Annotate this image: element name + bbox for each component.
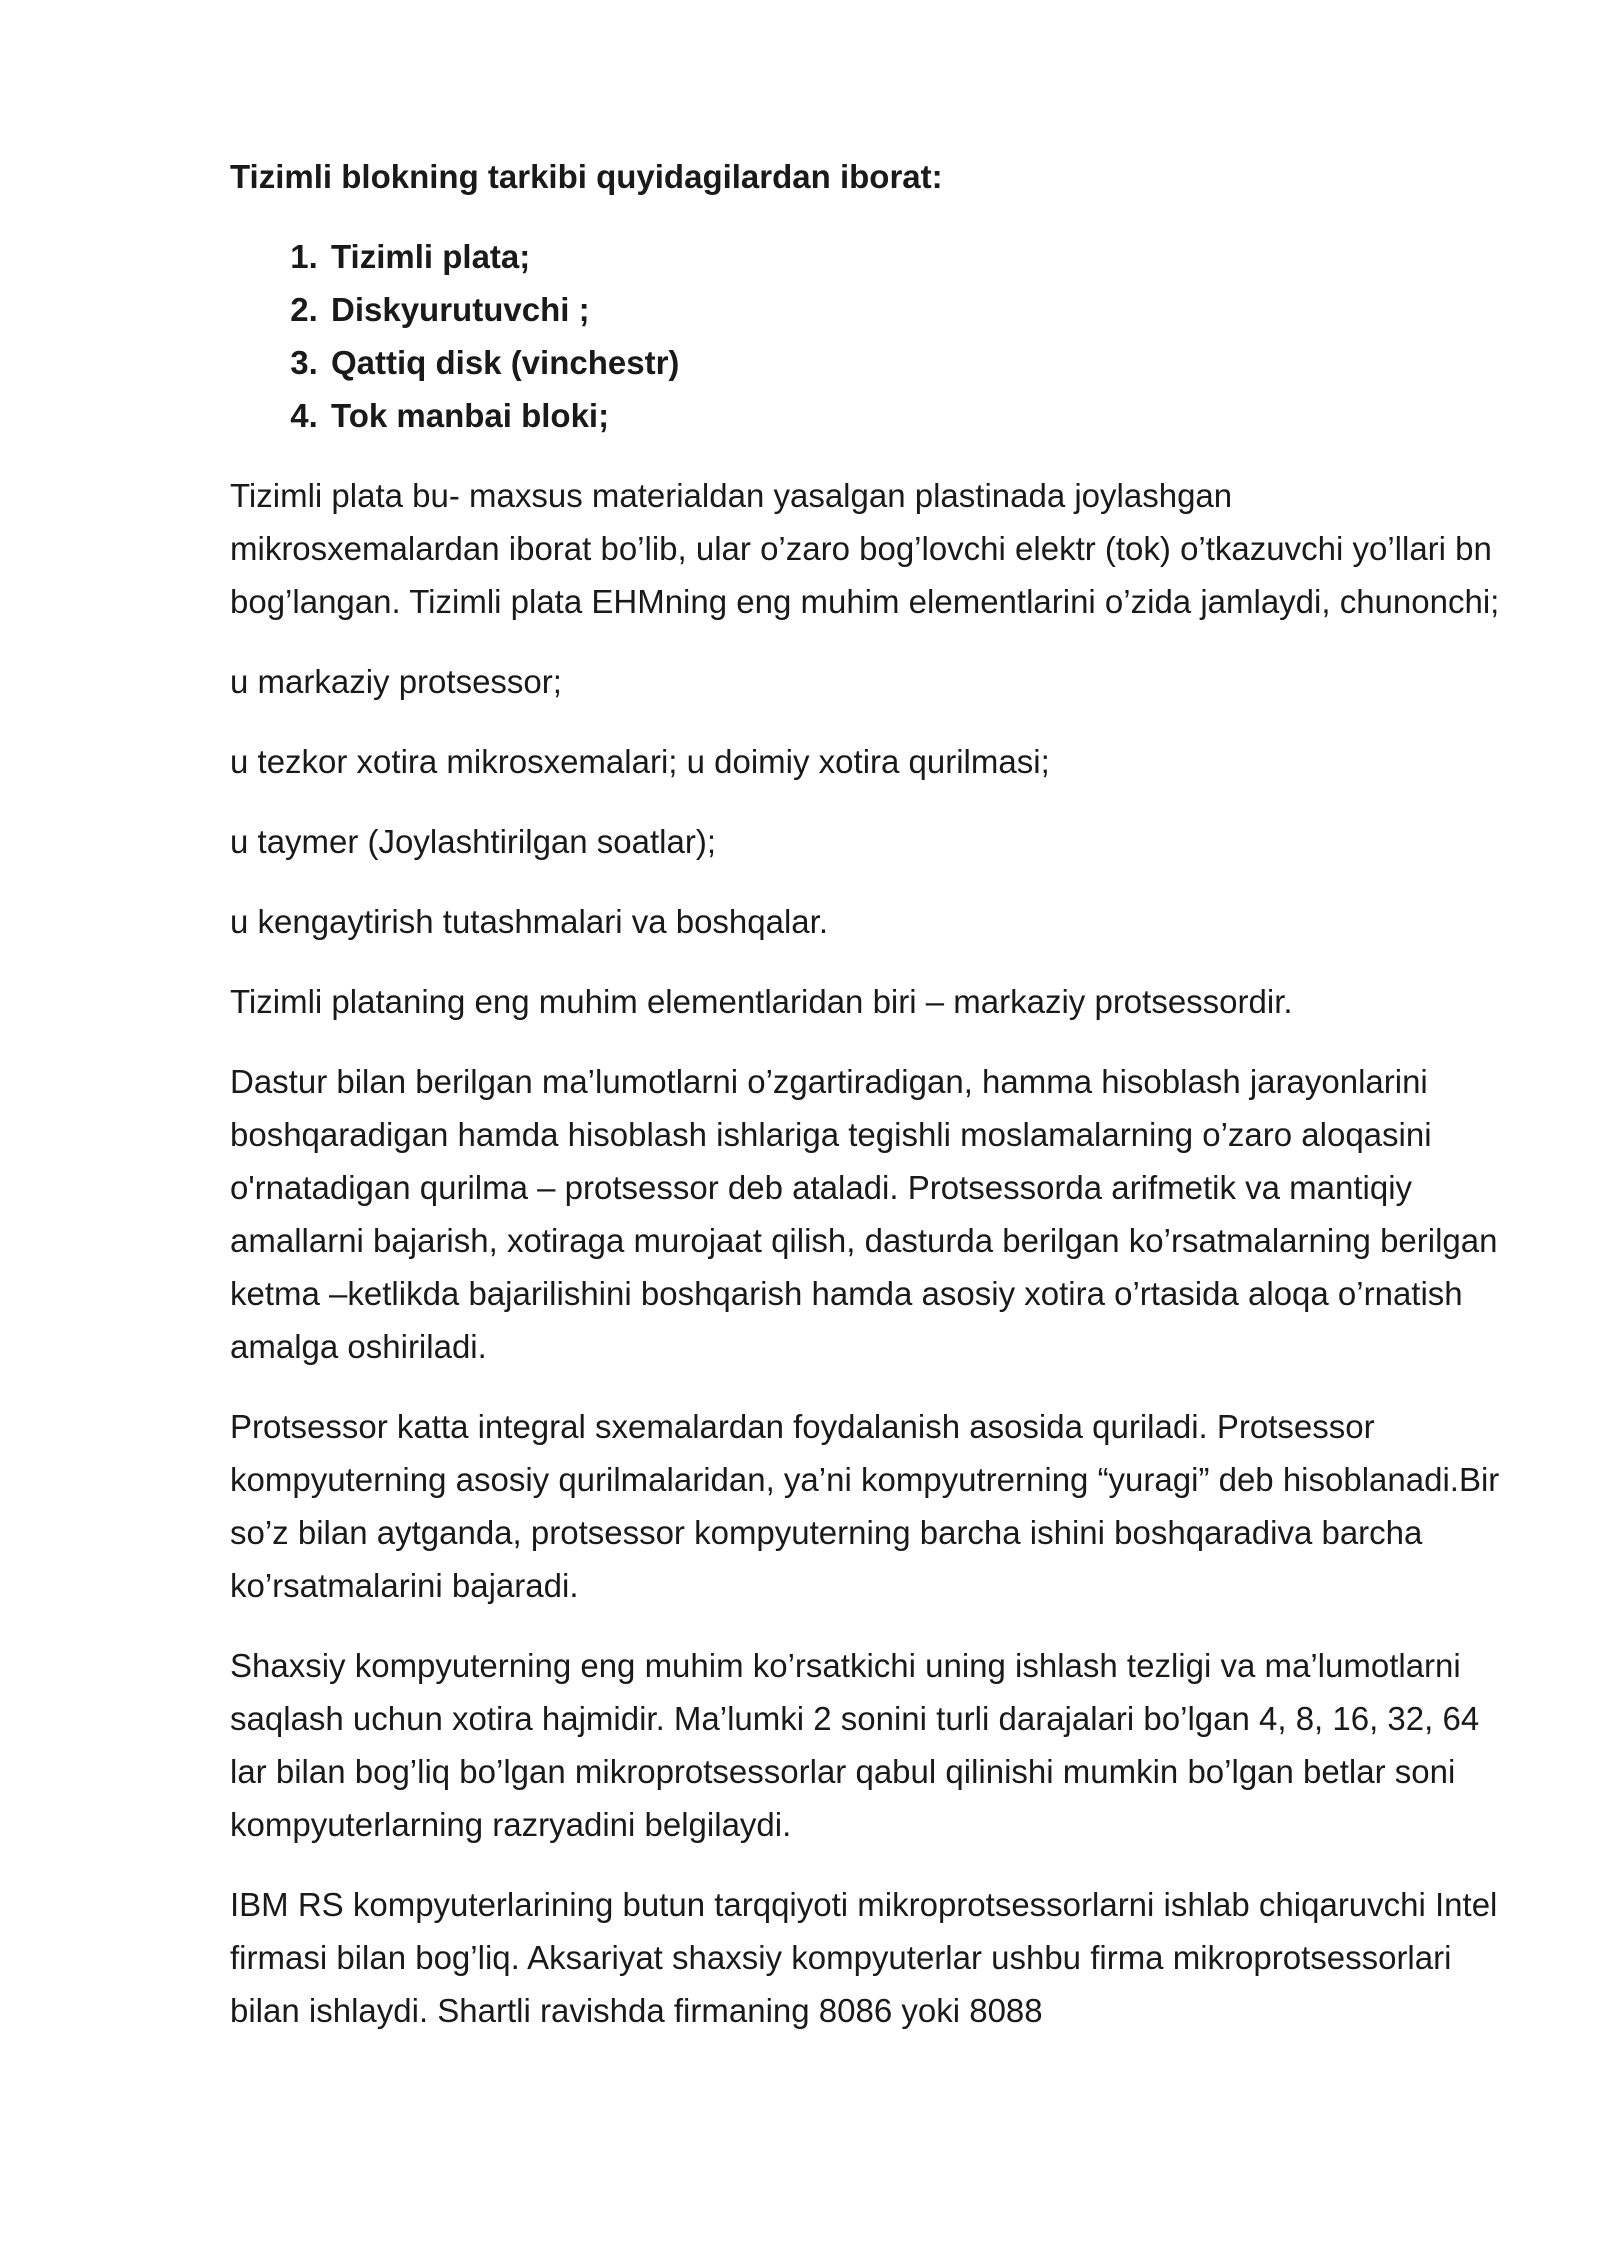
- paragraph-pc-characteristics: Shaxsiy kompyuterning eng muhim ko’rsatkichi uning ishlash tezligi va ma’lumotlarni saqlash uchun xotira hajmidir. Ma’lumki 2 sonini turli darajalari bo’lgan 4, 8, 16, 32, 64 lar bilan bog’liq bo’lgan mikroprotsessorlar qabul qilinishi mumkin bo’lgan betlar soni kompyuterlarning razryadini belgilaydi.: [230, 1647, 1480, 1843]
- paragraph-processor-definition: Dastur bilan berilgan ma’lumotlarni o’zgartiradigan, hamma hisoblash jarayonlarini boshqaradigan hamda hisoblash ishlariga tegishli moslamalarning o’zaro aloqasini o'rnatadigan qurilma – protsessor deb ataladi. Protsessorda arifmetik va mantiqiy amallarni bajarish, xotiraga murojaat qilish, dasturda berilgan ko’rsatmalarning berilgan ketma –ketlikda bajarilishini boshqarish hamda asosiy xotira o’rtasida aloqa o’rnatish amalga oshiriladi.: [230, 1063, 1498, 1365]
- paragraph-bullet-memory: u tezkor xotira mikrosxemalari; u doimiy xotira qurilmasi;: [230, 743, 1050, 780]
- document-body: [230, 150, 1500, 2064]
- paragraph-processor-construction: Protsessor katta integral sxemalardan foydalanish asosida quriladi. Protsessor kompyuterning asosiy qurilmalaridan, ya’ni kompyutrerning “yuragi” deb hisoblanadi.Bir so’z bilan aytganda, protsessor kompyuterning barcha ishini boshqaradiva barcha ko’rsatmalarini bajaradi.: [230, 1408, 1500, 1604]
- list-item: 4. Tok manbai bloki;: [327, 389, 1500, 442]
- paragraph-bullet-cpu: u markaziy protsessor;: [230, 663, 562, 700]
- paragraph-bullet-timer: u taymer (Joylashtirilgan soatlar);: [230, 823, 717, 860]
- list-item: 3. Qattiq disk (vinchestr): [327, 336, 1500, 389]
- components-list: [230, 230, 1500, 442]
- paragraph-ibm-intel: IBM RS kompyuterlarining butun tarqqiyoti mikroprotsessorlarni ishlab chiqaruvchi Intel firmasi bilan bog’liq. Aksariyat shaxsiy kompyuterlar ushbu firma mikroprotsessorlari bilan ishlaydi. Shartli ravishda firmaning 8086 yoki 8088: [230, 1886, 1498, 2029]
- list-item: 2. Diskyurutuvchi ;: [327, 283, 1500, 336]
- section-heading: Tizimli blokning tarkibi quyidagilardan iborat:: [230, 158, 943, 195]
- paragraph-bullet-expansion: u kengaytirish tutashmalari va boshqalar.: [230, 903, 828, 940]
- paragraph-cpu-importance: Tizimli plataning eng muhim elementlaridan biri – markaziy protsessordir.: [230, 983, 1293, 1020]
- list-item: 1. Tizimli plata;: [327, 230, 1500, 283]
- paragraph-motherboard-definition: Tizimli plata bu- maxsus materialdan yasalgan plastinada joylashgan mikrosxemalardan iborat bo’lib, ular o’zaro bog’lovchi elektr (tok) o’tkazuvchi yo’llari bn bog’langan. Tizimli plata EHMning eng muhim elementlarini o’zida jamlaydi, chunonchi;: [230, 477, 1500, 620]
